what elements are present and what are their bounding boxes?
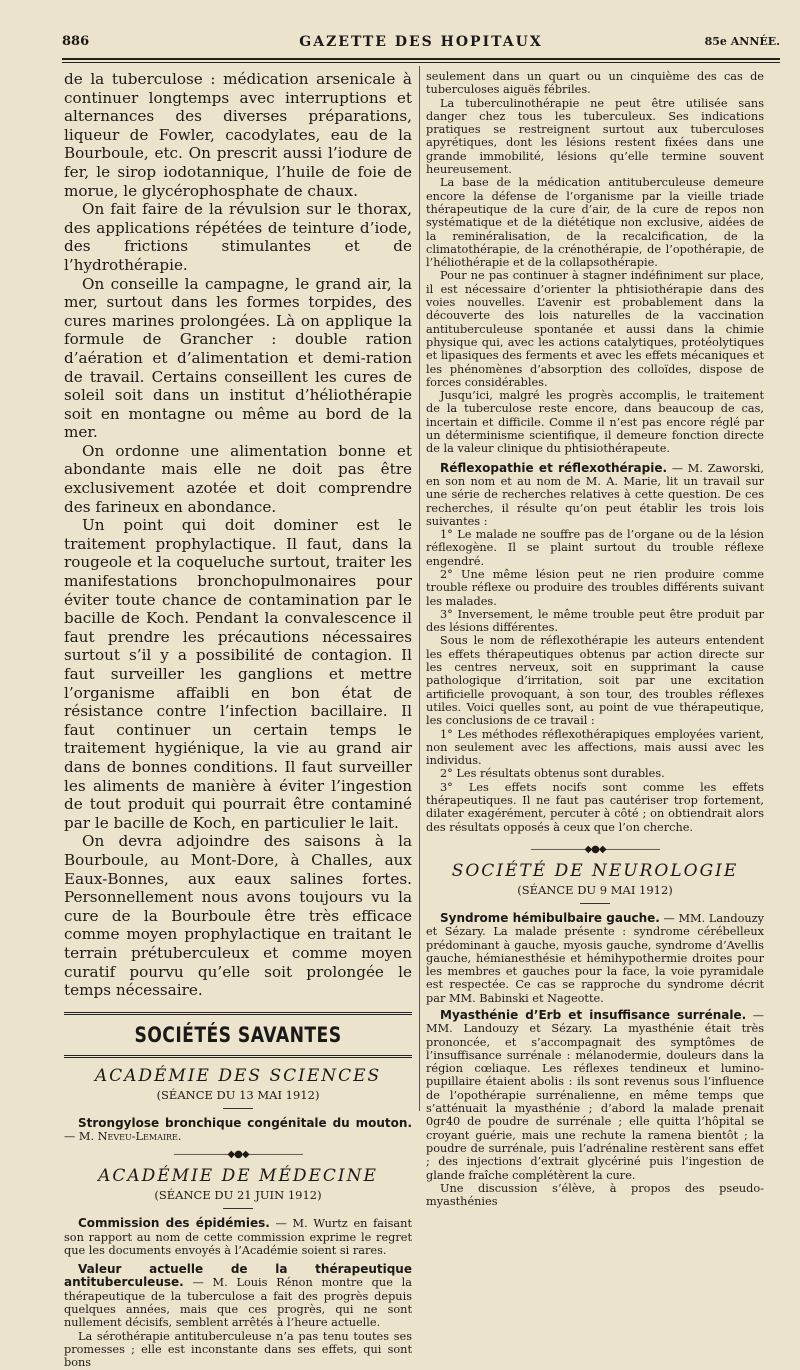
section-title: SOCIÉTÉS SAVANTES xyxy=(134,1022,342,1047)
item-text: — M. Wurtz en faisant son rapport au nom de cette commission exprime le regret que les documents envoyés à l’Académie soient si rares. xyxy=(64,1217,412,1257)
left-column xyxy=(64,70,412,1370)
paragraph: On ordonne une alimentation bonne et abondante mais elle ne doit pas être exclusivement azotée et doit comprendre des farineux en abondance. xyxy=(64,441,412,516)
item-heading: Commission des épidémies. xyxy=(78,1216,270,1231)
academie-medecine xyxy=(64,1166,412,1369)
item-paragraph xyxy=(64,1117,412,1144)
paragraph: On devra adjoindre des saisons à la Bourboule, au Mont-Dore, à Challes, aux Eaux-Bonnes, aux eaux salines fortes. Personnellement nous avons toujours vu la cure de la Bourboule être très efficace comme moyen prophylactique en traitant le terrain prétuberculeux et comme moyen curatif pourvu qu’elle soit prolongée le temps nécessaire. xyxy=(64,832,412,1000)
law-item: 3° Inversement, le même trouble peut être produit par des lésions différentes. xyxy=(426,607,764,635)
journal-year: 85e ANNÉE. xyxy=(704,35,780,48)
item-text: — MM. Landouzy et Sézary. La malade présente : syndrome cérébelleux prédominant à gauche, myosis gauche, syndrome d’Avellis gauche, hémianesthésie et hémihypothermie droites pour les membres et gauches pour la face, la voie pyramidale est respectée. Ce cas se rapproche du syndrome décrit par MM. Babinski et Nageotte. xyxy=(426,911,765,1005)
academie-sciences xyxy=(64,1066,412,1144)
conclusion-item: 3° Les effets nocifs sont comme les effets thérapeutiques. Il ne faut pas cautériser trop fortement, dilater exagérément, percuter à côté ; on obtiendrait alors des résultats opposés à ceux que l’on cherche. xyxy=(426,780,764,834)
short-rule xyxy=(580,903,610,904)
paragraph: On conseille la campagne, le grand air, la mer, surtout dans les formes torpides, des cures marines prolongées. Là on applique la formule de Grancher : double ration d’aération et d’alimentation et demi-ration de travail. Certains conseillent les cures de soleil soit dans un institut d’héliothérapie soit en montagne ou même au bord de la mer. xyxy=(64,274,412,442)
item-text: — M. Louis Rénon montre que la thérapeutique de la tuberculose a fait des progrès depuis quelques années, mais que ces progrès, qui ne sont nullement décisifs, semblent arrêtés à l’heure actuelle. xyxy=(64,1276,412,1330)
law-item: 1° Le malade ne souffre pas de l’organe ou de la lésion réflexogène. Il se plaint surtout du trouble réflexe engendré. xyxy=(426,528,764,568)
item-text: — MM. Landouzy et Sézary. La myasthénie était très prononcée, et s’accompagnait des symptômes de l’insuffisance surrénale : mélanodermie, douleurs dans la région cœliaque. Les réflexes tendineux et lumino-pupillaire étaient abolis : ils sont revenus sous l’influence de l’opothérapie surrénalienne, en même temps que s’atténuait la myasthénie ; d’abord la malade prenait 0gr40 de poudre de surrénale ; elle quitta l’hôpital se croyant guérie, mais une rechute la ramena bientôt ; la poudre de surrénale, puis l’adrénaline restèrent sans effet ; des injections d’extrait glycériné puis l’ingestion de glande fraîche complétèrent la cure. xyxy=(426,1009,765,1182)
society-title: SOCIÉTÉ DE NEUROLOGIE xyxy=(451,860,739,881)
paragraph: La base de la médication antituberculeuse demeure encore la défense de l’organisme par la vieille triade thérapeutique de la cure d’air, de la cure de repos non systématique et de la diététique non exclusive, aidées de la reminéralisation, de la recalcification, de la climatothérapie, de la crénothérapie, de l’opothérapie, de l’héliothérapie et de la collapsothérapie. xyxy=(426,176,764,270)
column-divider xyxy=(419,66,420,1111)
law-item: 2° Une même lésion peut ne rien produire comme trouble réflexe ou produire des troubles différents suivant les malades. xyxy=(426,567,764,608)
section-rule xyxy=(64,1012,412,1015)
item-paragraph xyxy=(426,912,764,1005)
item-heading: Réflexopathie et réflexothérapie. xyxy=(440,460,668,475)
conclusion-item: 1° Les méthodes réflexothérapiques employées varient, non seulement avec les affections, mais aussi avec les individus. xyxy=(426,727,764,768)
item-heading: Myasthénie d’Erb et insuffisance surrénale. xyxy=(440,1008,747,1022)
journal-title: GAZETTE DES HOPITAUX xyxy=(299,34,543,50)
short-rule xyxy=(223,1208,253,1209)
item-paragraph xyxy=(426,462,764,528)
page-header xyxy=(62,34,780,56)
seance-date: (SÉANCE DU 21 JUIN 1912) xyxy=(154,1188,322,1203)
societe-neurologie xyxy=(426,861,764,1209)
item-heading: Strongylose bronchique congénitale du mouton. xyxy=(78,1115,412,1130)
page-number: 886 xyxy=(62,34,90,49)
paragraph: Pour ne pas continuer à stagner indéfiniment sur place, il est nécessaire d’orienter la phtisiothérapie dans des voies nouvelles. L’avenir est probablement dans la découverte des lois naturelles de la vaccination antituberculeuse spontanée et aussi dans la chimie physique qui, avec les actions catalytiques, protéolytiques et lipasiques des ferments et avec les effets mécaniques et les phénomènes d’absorption des colloïdes, dispose de forces considérables. xyxy=(426,269,764,389)
paragraph: de la tuberculose : médication arsenicale à continuer longtemps avec interruptions et alternances des diverses préparations, liqueur de Fowler, cacodylates, eau de la Bourboule, etc. On prescrit aussi l’iodure de fer, le sirop iodotannique, l’huile de foie de morue, le glycérophosphate de chaux. xyxy=(64,70,412,200)
item-paragraph: La sérothérapie antituberculeuse n’a pas tenu toutes ses promesses ; elle est inconstante dans ses effets, qui sont bons xyxy=(64,1329,412,1370)
item-paragraph xyxy=(64,1217,412,1257)
header-rule xyxy=(62,58,780,60)
header-rule-thin xyxy=(62,62,780,63)
seance-date: (SÉANCE DU 9 MAI 1912) xyxy=(517,882,673,897)
paragraph: Un point qui doit dominer est le traitement prophylactique. Il faut, dans la rougeole et la coqueluche surtout, traiter les manifestations bronchopulmonaires pour éviter toute chance de contamination par le bacille de Koch. Pendant la convalescence il faut prendre les précautions nécessaires surtout s’il y a possibilité de contagion. Il faut surveiller les ganglions et mettre l’organisme affaibli en bon état de résistance contre l’infection bacillaire. Il faut continuer un certain temps le traitement hygiénique, la vie au grand air dans de bonnes conditions. Il faut surveiller les aliments de manière à éviter l’ingestion de tout produit qui pourrait être contaminé par le bacille de Koch, en particulier le lait. xyxy=(64,516,412,832)
paragraph: La tuberculinothérapie ne peut être utilisée sans danger chez tous les tuberculeux. Ses indications pratiques se restreignent surtout aux tuberculoses apyrétiques, dont les lésions restent fixées dans une grande immobilité, lésions qu’elle termine souvent heureusement. xyxy=(426,96,764,177)
article-continuation xyxy=(64,70,412,1000)
seance-date: (SÉANCE DU 13 MAI 1912) xyxy=(156,1087,320,1102)
item-heading: Syndrome hémibulbaire gauche. xyxy=(440,910,660,925)
section-rule xyxy=(64,1055,412,1058)
paragraph: On fait faire de la révulsion sur le thorax, des applications répétées de teinture d’iode, des frictions stimulantes et de l’hydrothérapie. xyxy=(64,200,412,274)
ornament-divider: ——————◆●◆—————— xyxy=(173,1149,303,1161)
item-paragraph xyxy=(64,1263,412,1329)
item-paragraph xyxy=(426,1009,764,1182)
paragraph: seulement dans un quart ou un cinquième des cas de tuberculoses aiguës fébriles. xyxy=(426,70,764,97)
short-rule xyxy=(223,1108,253,1109)
item-author: — M. Neveu-Lemaire. xyxy=(64,1129,182,1143)
paragraph: Jusqu’ici, malgré les progrès accomplis, le traitement de la tuberculose reste encore, dans beaucoup de cas, incertain et difficile. Comme il n’est pas encore réglé par un déterminisme scientifique, il demeure fonction directe de la valeur clinique du phtisiothérapeute. xyxy=(426,389,764,456)
society-title: ACADÉMIE DE MÉDECINE xyxy=(98,1166,378,1187)
therapeutique-continuation xyxy=(426,70,764,834)
society-title: ACADÉMIE DES SCIENCES xyxy=(94,1065,382,1086)
ornament-divider: ——————◆●◆—————— xyxy=(530,843,660,855)
item-heading: Valeur actuelle de la thérapeutique antituberculeuse. xyxy=(64,1262,412,1290)
conclusion-item: 2° Les résultats obtenus sont durables. xyxy=(440,767,665,781)
item-paragraph: Une discussion s’élève, à propos des pseudo-myasthénies xyxy=(426,1181,764,1209)
paragraph: Sous le nom de réflexothérapie les auteurs entendent les effets thérapeutiques obtenus par action directe sur les centres nerveux, soit en supprimant la cause pathologique d’irritation, soit par une excitation artificielle provoquant, à son tour, des troubles réflexes utiles. Voici quelles sont, au point de vue thérapeutique, les conclusions de ce travail : xyxy=(426,634,764,728)
right-column xyxy=(426,70,764,1208)
item-text: — M. Zaworski, en son nom et au nom de M. A. Marie, lit un travail sur une série de recherches relatives à cette question. De ces recherches, il résulte qu’on peut établir les trois lois suivantes : xyxy=(426,461,764,528)
